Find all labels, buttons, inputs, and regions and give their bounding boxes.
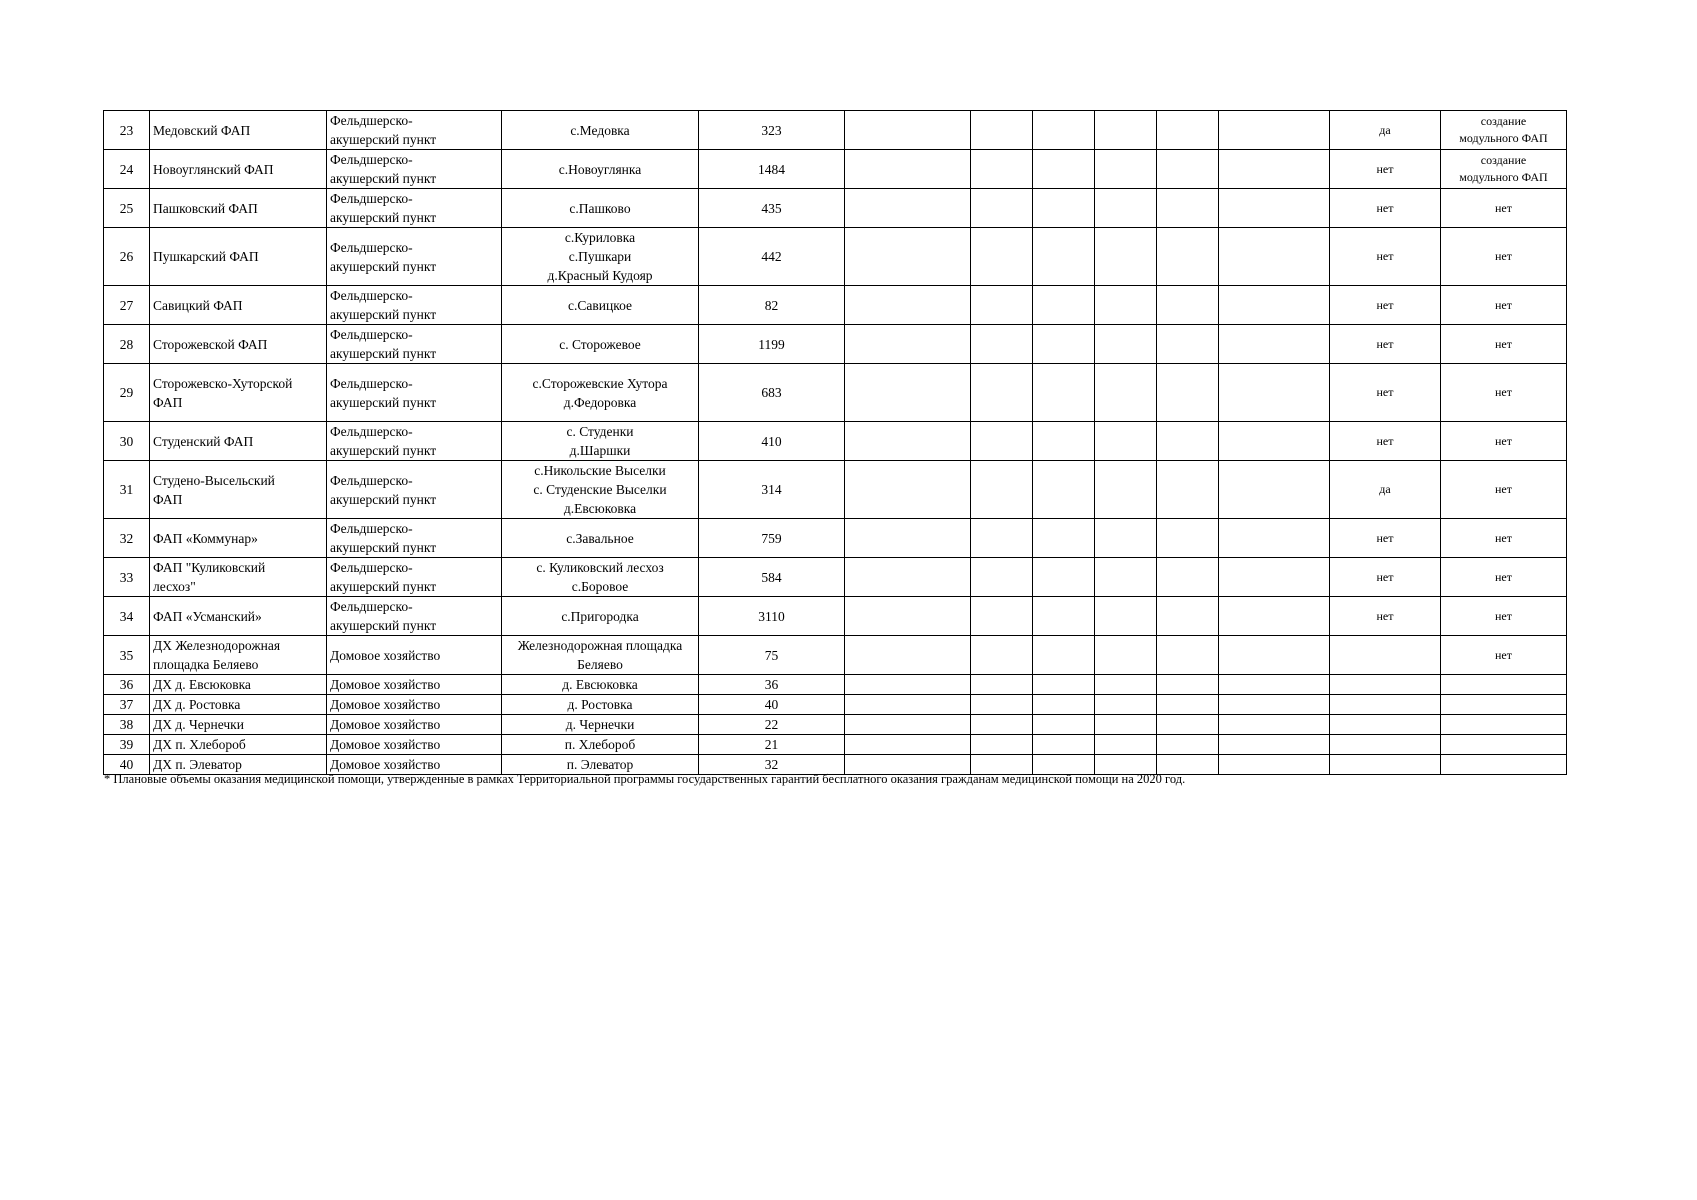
empty-cell [1219,228,1330,286]
settlement-list: с.Новоуглянка [502,150,699,189]
row-number: 25 [104,189,150,228]
population-count: 1199 [699,325,845,364]
empty-cell [971,558,1033,597]
facilities-table [103,110,1567,775]
facility-name: ДХ п. Хлебороб [150,735,327,755]
facility-name: Медовский ФАП [150,111,327,150]
empty-cell [1157,597,1219,636]
planned-action-cell: нет [1441,461,1567,519]
facility-type: Домовое хозяйство [327,675,502,695]
row-number: 29 [104,364,150,422]
empty-cell [971,735,1033,755]
settlement-list: д. Евсюковка [502,675,699,695]
settlement-list: д. Чернечки [502,715,699,735]
empty-cell [1033,189,1095,228]
empty-cell [845,150,971,189]
population-count: 21 [699,735,845,755]
empty-cell [845,422,971,461]
row-number: 39 [104,735,150,755]
empty-cell [1157,715,1219,735]
empty-cell [845,286,971,325]
empty-cell [1219,364,1330,422]
facility-type: Фельдшерско- акушерский пункт [327,111,502,150]
empty-cell [971,286,1033,325]
empty-cell [845,695,971,715]
row-number: 37 [104,695,150,715]
empty-cell [845,558,971,597]
facility-type: Домовое хозяйство [327,636,502,675]
empty-cell [1033,325,1095,364]
row-number: 27 [104,286,150,325]
empty-cell [1095,422,1157,461]
facility-name: Сторожевской ФАП [150,325,327,364]
empty-cell [1219,150,1330,189]
facility-name: Савицкий ФАП [150,286,327,325]
facility-name: ДХ д. Чернечки [150,715,327,735]
empty-cell [971,364,1033,422]
empty-cell [1157,286,1219,325]
flag-cell: нет [1330,150,1441,189]
empty-cell [971,695,1033,715]
settlement-list: п. Хлебороб [502,735,699,755]
empty-cell [971,597,1033,636]
table-row [104,422,1567,461]
facility-type: Фельдшерско- акушерский пункт [327,364,502,422]
row-number: 35 [104,636,150,675]
flag-cell [1330,715,1441,735]
empty-cell [1157,636,1219,675]
table-row [104,286,1567,325]
empty-cell [1219,715,1330,735]
empty-cell [971,636,1033,675]
empty-cell [845,675,971,695]
empty-cell [1157,695,1219,715]
row-number: 36 [104,675,150,695]
empty-cell [1219,422,1330,461]
empty-cell [1157,558,1219,597]
flag-cell: нет [1330,325,1441,364]
row-number: 31 [104,461,150,519]
empty-cell [1157,735,1219,755]
facility-name: ФАП "Куликовский лесхоз" [150,558,327,597]
empty-cell [1033,735,1095,755]
empty-cell [1033,597,1095,636]
population-count: 584 [699,558,845,597]
table-row [104,558,1567,597]
empty-cell [845,228,971,286]
facility-name: ДХ д. Ростовка [150,695,327,715]
empty-cell [1033,675,1095,695]
empty-cell [845,715,971,735]
empty-cell [1219,675,1330,695]
facility-type: Фельдшерско- акушерский пункт [327,519,502,558]
planned-action-cell: нет [1441,364,1567,422]
empty-cell [1095,695,1157,715]
empty-cell [1219,111,1330,150]
empty-cell [1033,364,1095,422]
row-number: 26 [104,228,150,286]
empty-cell [1219,597,1330,636]
planned-action-cell [1441,755,1567,775]
empty-cell [1157,461,1219,519]
empty-cell [845,735,971,755]
population-count: 40 [699,695,845,715]
empty-cell [1219,286,1330,325]
planned-action-cell: нет [1441,422,1567,461]
facility-type: Домовое хозяйство [327,755,502,775]
empty-cell [1219,695,1330,715]
flag-cell: нет [1330,519,1441,558]
planned-action-cell [1441,675,1567,695]
empty-cell [1033,150,1095,189]
planned-action-cell: нет [1441,286,1567,325]
empty-cell [971,422,1033,461]
facility-name: Студенский ФАП [150,422,327,461]
population-count: 759 [699,519,845,558]
settlement-list: с.Куриловка с.Пушкари д.Красный Кудояр [502,228,699,286]
population-count: 683 [699,364,845,422]
row-number: 34 [104,597,150,636]
empty-cell [1095,735,1157,755]
planned-action-cell: нет [1441,189,1567,228]
empty-cell [1157,228,1219,286]
empty-cell [1033,636,1095,675]
empty-cell [1095,519,1157,558]
table-row [104,519,1567,558]
empty-cell [1033,422,1095,461]
facility-type: Фельдшерско- акушерский пункт [327,286,502,325]
empty-cell [1219,755,1330,775]
facility-type: Домовое хозяйство [327,735,502,755]
population-count: 82 [699,286,845,325]
empty-cell [1157,422,1219,461]
population-count: 22 [699,715,845,735]
settlement-list: с.Завальное [502,519,699,558]
empty-cell [971,111,1033,150]
table-row [104,636,1567,675]
population-count: 323 [699,111,845,150]
empty-cell [1219,558,1330,597]
settlement-list: с.Сторожевские Хутора д.Федоровка [502,364,699,422]
row-number: 30 [104,422,150,461]
flag-cell: да [1330,461,1441,519]
empty-cell [971,519,1033,558]
population-count: 410 [699,422,845,461]
population-count: 442 [699,228,845,286]
empty-cell [1219,325,1330,364]
flag-cell: нет [1330,558,1441,597]
empty-cell [1095,228,1157,286]
empty-cell [1095,715,1157,735]
facility-name: ДХ п. Элеватор [150,755,327,775]
table-row [104,695,1567,715]
row-number: 32 [104,519,150,558]
empty-cell [1219,636,1330,675]
empty-cell [1095,364,1157,422]
settlement-list: с.Никольские Выселки с. Студенские Выселки д.Евсюковка [502,461,699,519]
settlement-list: с.Пашково [502,189,699,228]
empty-cell [1157,519,1219,558]
empty-cell [1033,111,1095,150]
settlement-list: с. Куликовский лесхоз с.Боровое [502,558,699,597]
facility-name: ДХ Железнодорожная площадка Беляево [150,636,327,675]
empty-cell [1095,286,1157,325]
empty-cell [1157,675,1219,695]
row-number: 38 [104,715,150,735]
empty-cell [1095,636,1157,675]
flag-cell: нет [1330,286,1441,325]
empty-cell [971,150,1033,189]
facility-type: Фельдшерско- акушерский пункт [327,461,502,519]
population-count: 3110 [699,597,845,636]
row-number: 33 [104,558,150,597]
facility-type: Домовое хозяйство [327,695,502,715]
flag-cell: нет [1330,422,1441,461]
empty-cell [1095,325,1157,364]
empty-cell [1157,111,1219,150]
row-number: 23 [104,111,150,150]
flag-cell [1330,675,1441,695]
table-row [104,364,1567,422]
settlement-list: с.Савицкое [502,286,699,325]
planned-action-cell: нет [1441,228,1567,286]
empty-cell [1219,461,1330,519]
flag-cell: нет [1330,189,1441,228]
facility-name: ФАП «Усманский» [150,597,327,636]
population-count: 32 [699,755,845,775]
population-count: 36 [699,675,845,695]
empty-cell [971,189,1033,228]
settlement-list: с. Сторожевое [502,325,699,364]
settlement-list: с.Медовка [502,111,699,150]
facility-type: Фельдшерско- акушерский пункт [327,422,502,461]
empty-cell [1157,189,1219,228]
empty-cell [1219,189,1330,228]
empty-cell [971,325,1033,364]
empty-cell [1033,715,1095,735]
settlement-list: с. Студенки д.Шаршки [502,422,699,461]
facility-name: Новоуглянский ФАП [150,150,327,189]
facility-name: Пашковский ФАП [150,189,327,228]
table-row [104,675,1567,695]
empty-cell [845,519,971,558]
planned-action-cell: нет [1441,597,1567,636]
empty-cell [1033,461,1095,519]
flag-cell: нет [1330,228,1441,286]
table-row [104,111,1567,150]
population-count: 314 [699,461,845,519]
table-row [104,715,1567,735]
facility-type: Фельдшерско- акушерский пункт [327,150,502,189]
planned-action-cell: создание модульного ФАП [1441,150,1567,189]
empty-cell [1095,189,1157,228]
empty-cell [845,636,971,675]
empty-cell [845,111,971,150]
empty-cell [1157,364,1219,422]
facility-type: Фельдшерско- акушерский пункт [327,597,502,636]
empty-cell [1095,558,1157,597]
empty-cell [971,715,1033,735]
settlement-list: д. Ростовка [502,695,699,715]
table-body [104,111,1567,775]
planned-action-cell: создание модульного ФАП [1441,111,1567,150]
empty-cell [1095,111,1157,150]
empty-cell [971,228,1033,286]
empty-cell [971,461,1033,519]
empty-cell [971,675,1033,695]
empty-cell [845,461,971,519]
flag-cell: нет [1330,364,1441,422]
empty-cell [845,364,971,422]
settlement-list: с.Пригородка [502,597,699,636]
table-row [104,325,1567,364]
empty-cell [845,597,971,636]
empty-cell [1095,461,1157,519]
empty-cell [1095,597,1157,636]
facility-type: Фельдшерско- акушерский пункт [327,228,502,286]
flag-cell [1330,755,1441,775]
empty-cell [845,325,971,364]
empty-cell [1033,519,1095,558]
facility-type: Домовое хозяйство [327,715,502,735]
footnote: * Плановые объемы оказания медицинской помощи, утвержденные в рамках Территориальной программы государственных гарантий бесплатного оказания гражданам медицинской помощи на 2020 год. [104,772,1186,786]
population-count: 1484 [699,150,845,189]
population-count: 75 [699,636,845,675]
planned-action-cell: нет [1441,558,1567,597]
planned-action-cell: нет [1441,519,1567,558]
facility-type: Фельдшерско- акушерский пункт [327,558,502,597]
facility-name: ФАП «Коммунар» [150,519,327,558]
facility-name: ДХ д. Евсюковка [150,675,327,695]
settlement-list: п. Элеватор [502,755,699,775]
population-count: 435 [699,189,845,228]
empty-cell [1033,286,1095,325]
table-row [104,735,1567,755]
empty-cell [1033,558,1095,597]
facility-name: Студено-Высельский ФАП [150,461,327,519]
table-row [104,150,1567,189]
empty-cell [1157,150,1219,189]
empty-cell [1033,228,1095,286]
planned-action-cell: нет [1441,636,1567,675]
planned-action-cell: нет [1441,325,1567,364]
settlement-list: Железнодорожная площадка Беляево [502,636,699,675]
table-row [104,461,1567,519]
planned-action-cell [1441,715,1567,735]
facility-name: Пушкарский ФАП [150,228,327,286]
flag-cell [1330,735,1441,755]
empty-cell [845,189,971,228]
empty-cell [1095,675,1157,695]
empty-cell [1219,519,1330,558]
flag-cell: нет [1330,597,1441,636]
empty-cell [1219,735,1330,755]
planned-action-cell [1441,735,1567,755]
planned-action-cell [1441,695,1567,715]
row-number: 24 [104,150,150,189]
row-number: 28 [104,325,150,364]
flag-cell [1330,695,1441,715]
facility-type: Фельдшерско- акушерский пункт [327,325,502,364]
empty-cell [1033,695,1095,715]
flag-cell: да [1330,111,1441,150]
facility-name: Сторожевско-Хуторской ФАП [150,364,327,422]
empty-cell [1157,325,1219,364]
flag-cell [1330,636,1441,675]
table-row [104,228,1567,286]
empty-cell [1095,150,1157,189]
table-row [104,597,1567,636]
facility-type: Фельдшерско- акушерский пункт [327,189,502,228]
row-number: 40 [104,755,150,775]
table-row [104,189,1567,228]
